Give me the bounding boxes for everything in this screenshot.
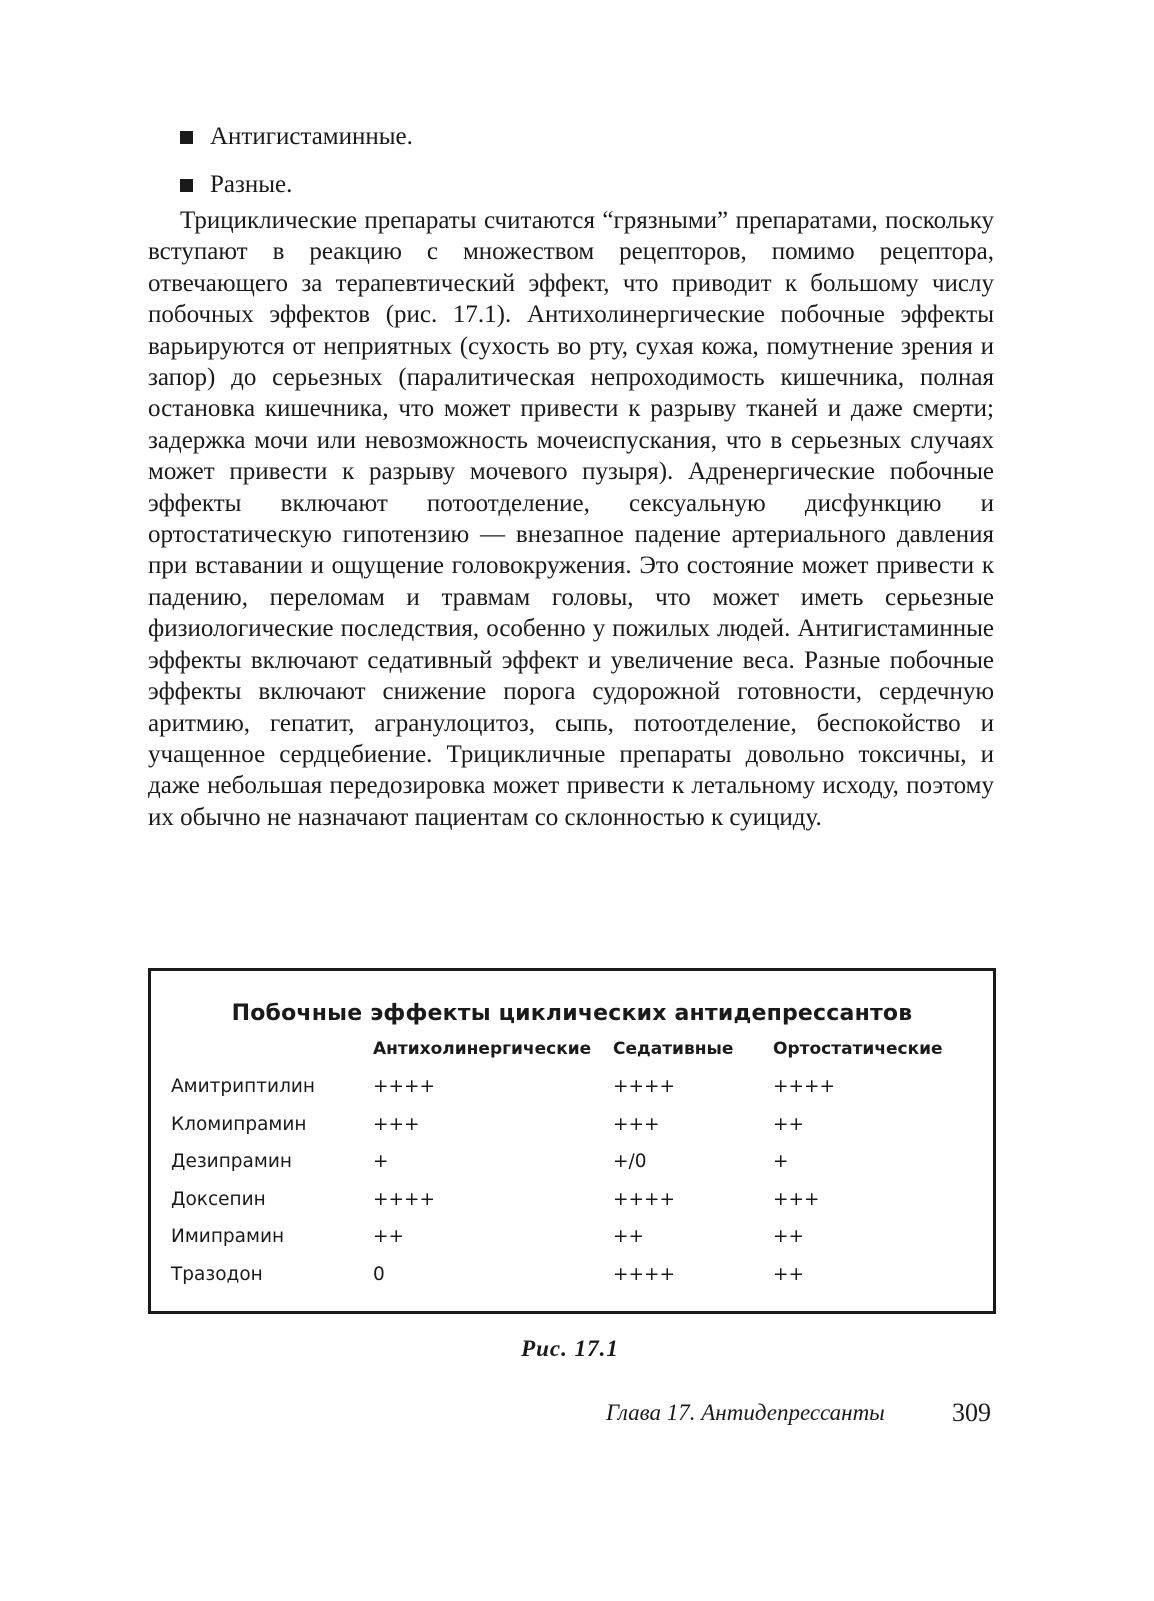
anticholinergic-value: ++ — [373, 1226, 405, 1247]
table-header-row — [151, 1039, 993, 1076]
sedative-value: ++++ — [613, 1076, 676, 1097]
drug-name: Дезипрамин — [171, 1151, 292, 1172]
anticholinergic-value: + — [373, 1151, 389, 1172]
column-header-sedative: Седативные — [613, 1039, 734, 1059]
orthostatic-value: ++++ — [773, 1076, 836, 1097]
column-header-anticholinergic: Антихолинергические — [373, 1039, 592, 1059]
drug-name: Кломипрамин — [171, 1113, 307, 1135]
orthostatic-value: ++ — [773, 1113, 805, 1135]
anticholinergic-value: 0 — [373, 1263, 385, 1285]
bullet-item — [180, 122, 1000, 152]
table-row — [151, 1114, 993, 1152]
sedative-value: +/0 — [613, 1151, 647, 1172]
bullet-item — [180, 170, 1000, 200]
table-row — [151, 1076, 993, 1114]
sedative-value: +++ — [613, 1113, 660, 1135]
drug-name: Амитриптилин — [171, 1076, 316, 1097]
bullet-text: Разные. — [210, 171, 293, 198]
body-paragraph: Трициклические препараты считаются “грязными” препаратами, поскольку вступают в реакцию с множеством рецепторов, помимо рецептора, отвечающего за терапевтический эффект, что приводит к большому числу побочных эффектов (рис. 17.1). Антихолинергические побочные эффекты варьируются от неприятных (сухость во рту, сухая кожа, помутнение зрения и запор) до серьезных (паралитическая непроходимость кишечника, полная остановка кишечника, что может привести к разрыву тканей и даже смерти; задержка мочи или невозможность мочеиспускания, что в серьезных случаях может привести к разрыву мочевого пузыря). Адренергические побочные эффекты включают потоотделение, сексуальную дисфункцию и ортостатическую гипотензию — внезапное падение артериального давления при вставании и ощущение головокружения. Это состояние может привести к падению, переломам и травмам головы, что может иметь серьезные физиологические последствия, особенно у пожилых людей. Антигистаминные эффекты включают седативный эффект и увеличение веса. Разные побочные эффекты включают снижение порога судорожной готовности, сердечную аритмию, гепатит, агранулоцитоз, сыпь, потоотделение, беспокойство и учащенное сердцебиение. Трицикличные препараты довольно токсичны, и даже небольшая передозировка может привести к летальному исходу, поэтому их обычно не назначают пациентам со склонностью к суициду. — [148, 207, 994, 831]
drug-name: Доксепин — [171, 1188, 266, 1210]
sedative-value: ++ — [613, 1226, 645, 1247]
anticholinergic-value: +++ — [373, 1113, 420, 1135]
sedative-value: ++++ — [613, 1188, 676, 1210]
orthostatic-value: ++ — [773, 1226, 805, 1247]
bullet-square-icon — [180, 131, 193, 144]
sedative-value: ++++ — [613, 1263, 676, 1285]
table-row — [151, 1264, 993, 1302]
running-head: Глава 17. Антидепрессанты — [606, 1400, 885, 1425]
bullet-text: Антигистаминные. — [210, 123, 413, 150]
orthostatic-value: +++ — [773, 1188, 820, 1210]
drug-name: Имипрамин — [171, 1226, 285, 1247]
bullet-list — [180, 122, 1000, 218]
orthostatic-value: + — [773, 1151, 789, 1172]
side-effects-table — [151, 1039, 993, 1301]
page-number: 309 — [952, 1398, 991, 1427]
bullet-square-icon — [180, 179, 193, 192]
anticholinergic-value: ++++ — [373, 1188, 436, 1210]
table-row — [151, 1226, 993, 1264]
table-row — [151, 1151, 993, 1189]
anticholinergic-value: ++++ — [373, 1076, 436, 1097]
column-header-orthostatic: Ортостатические — [773, 1039, 943, 1059]
figure-caption: Рис. 17.1 — [521, 1336, 619, 1361]
figure-title: Побочные эффекты циклических антидепрессантов — [231, 1001, 913, 1026]
table-row — [151, 1189, 993, 1227]
orthostatic-value: ++ — [773, 1263, 805, 1285]
figure-box — [148, 968, 996, 1314]
drug-name: Тразодон — [171, 1263, 263, 1285]
